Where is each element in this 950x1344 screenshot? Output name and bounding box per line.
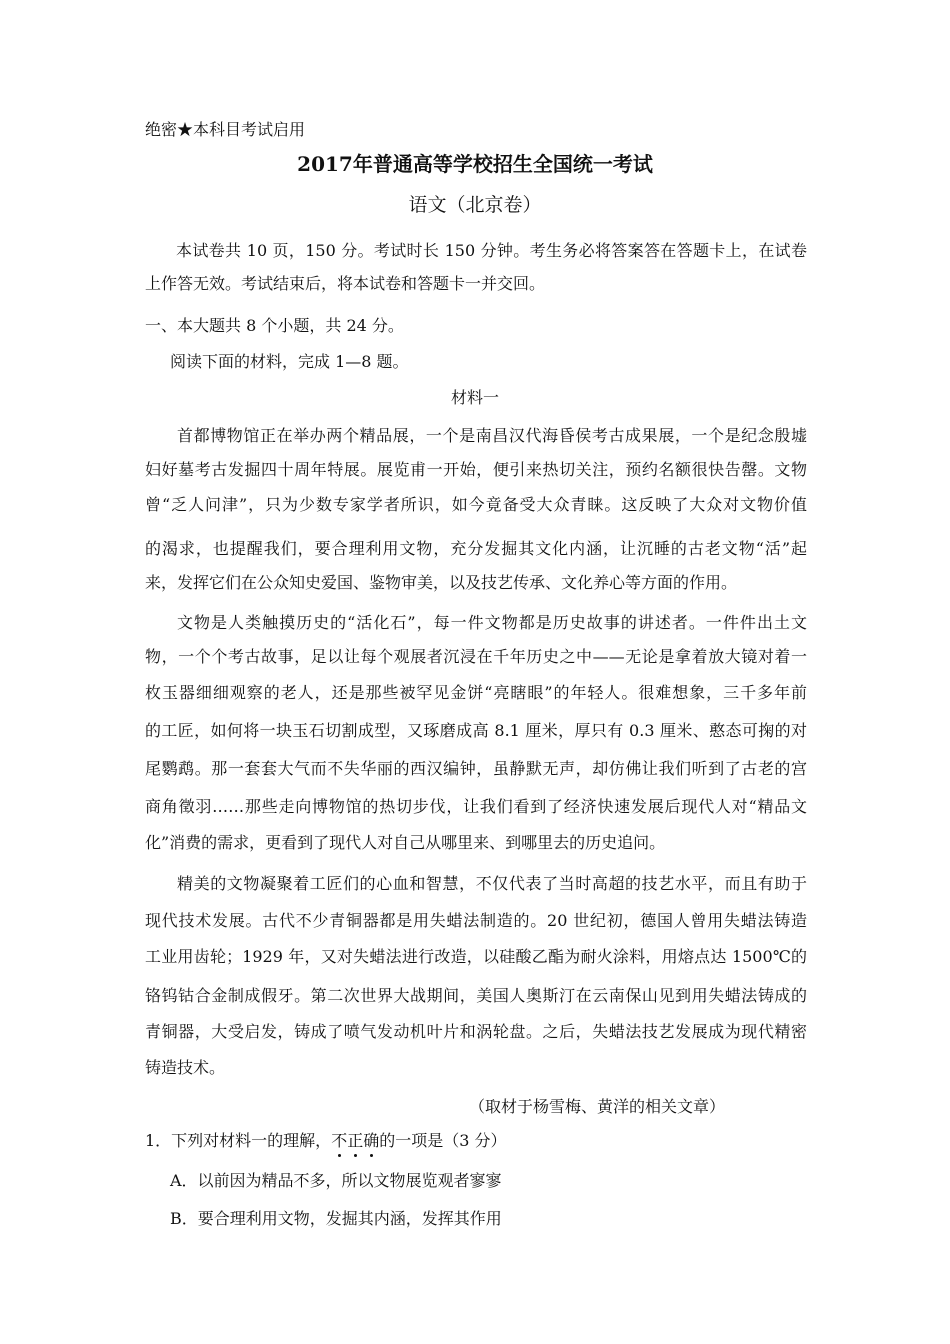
paragraph-line: 妇好墓考古发掘四十周年特展。展览甫一开始，便引来热切关注，预约名额很快告罄。文物 [145, 460, 807, 479]
paragraph-line: 文物是人类触摸历史的“活化石”，每一件文物都是历史故事的讲述者。一件件出土文 [177, 613, 807, 632]
option-b: B．要合理利用文物，发掘其内涵，发挥其作用 [170, 1209, 502, 1228]
paragraph-line: 的工匠，如何将一块玉石切割成型，又琢磨成高 8.1 厘米，厚只有 0.3 厘米、憨态可掬的对 [145, 721, 807, 740]
paragraph-line: 的渴求，也提醒我们，要合理利用文物，充分发掘其文化内涵，让沉睡的古老文物“活”起 [145, 539, 807, 558]
paragraph-line: 枚玉器细细观察的老人，还是那些被罕见金饼“亮瞎眼”的年轻人。很难想象，三千多年前 [145, 683, 807, 702]
paragraph-line: 铬钨钴合金制成假牙。第二次世界大战期间，美国人奥斯汀在云南保山见到用失蜡法铸成的 [145, 986, 807, 1005]
instructions-line: 上作答无效。考试结束后，将本试卷和答题卡一并交回。 [145, 274, 546, 293]
question-stem-prefix: 1．下列对材料一的理解， [145, 1131, 332, 1150]
option-a: A．以前因为精品不多，所以文物展览观者寥寥 [170, 1171, 502, 1190]
paragraph-line: 化”消费的需求，更看到了现代人对自己从哪里来、到哪里去的历史追问。 [145, 833, 666, 852]
emphasis-char: 正 [347, 1131, 364, 1150]
paragraph-line: 精美的文物凝聚着工匠们的心血和智慧，不仅代表了当时高超的技艺水平，而且有助于 [177, 874, 807, 893]
section-heading: 一、本大题共 8 个小题，共 24 分。 [145, 316, 404, 335]
paragraph-line: 首都博物馆正在举办两个精品展，一个是南昌汉代海昏侯考古成果展，一个是纪念殷墟 [177, 426, 807, 445]
paragraph-line: 铸造技术。 [145, 1058, 226, 1077]
question-1-stem [145, 1128, 507, 1151]
instructions-line: 本试卷共 10 页，150 分。考试时长 150 分钟。考生务必将答案答在答题卡上，在试卷 [176, 241, 807, 260]
paragraph-line: 现代技术发展。古代不少青铜器都是用失蜡法制造的。20 世纪初，德国人曾用失蜡法铸造 [145, 911, 807, 930]
material-title: 材料一 [450, 388, 499, 407]
question-stem-suffix: 的一项是（3 分） [379, 1131, 507, 1150]
subject-title: 语文（北京卷） [408, 194, 542, 216]
paragraph-line: 青铜器，大受启发，铸成了喷气发动机叶片和涡轮盘。之后，失蜡法技艺发展成为现代精密 [145, 1022, 807, 1041]
paragraph-line: 尾鹦鹉。那一套套大气而不失华丽的西汉编钟，虽静默无声，却仿佛让我们听到了古老的宫 [145, 759, 807, 778]
paragraph-line: 物，一个个考古故事，足以让每个观展者沉浸在千年历史之中——无论是拿着放大镜对着一 [145, 647, 807, 666]
emphasis-char: 不 [331, 1131, 348, 1150]
paragraph-line: 工业用齿轮；1929 年，又对失蜡法进行改造，以硅酸乙酯为耐火涂料，用熔点达 1500℃的 [145, 947, 807, 966]
exam-title: 2017年普通高等学校招生全国统一考试 [297, 152, 653, 176]
reading-prompt: 阅读下面的材料，完成 1—8 题。 [170, 352, 409, 371]
emphasis-char: 确 [363, 1131, 380, 1150]
paragraph-line: 商角徵羽……那些走向博物馆的热切步伐，让我们看到了经济快速发展后现代人对“精品文 [145, 797, 807, 816]
paragraph-line: 来，发挥它们在公众知史爱国、鉴物审美，以及技艺传承、文化养心等方面的作用。 [145, 573, 738, 592]
paragraph-line: 曾“乏人问津”，只为少数专家学者所识，如今竟备受大众青睐。这反映了大众对文物价值 [145, 495, 807, 514]
source-citation: （取材于杨雪梅、黄洋的相关文章） [469, 1097, 726, 1116]
confidential-label: 绝密★本科目考试启用 [145, 120, 306, 139]
